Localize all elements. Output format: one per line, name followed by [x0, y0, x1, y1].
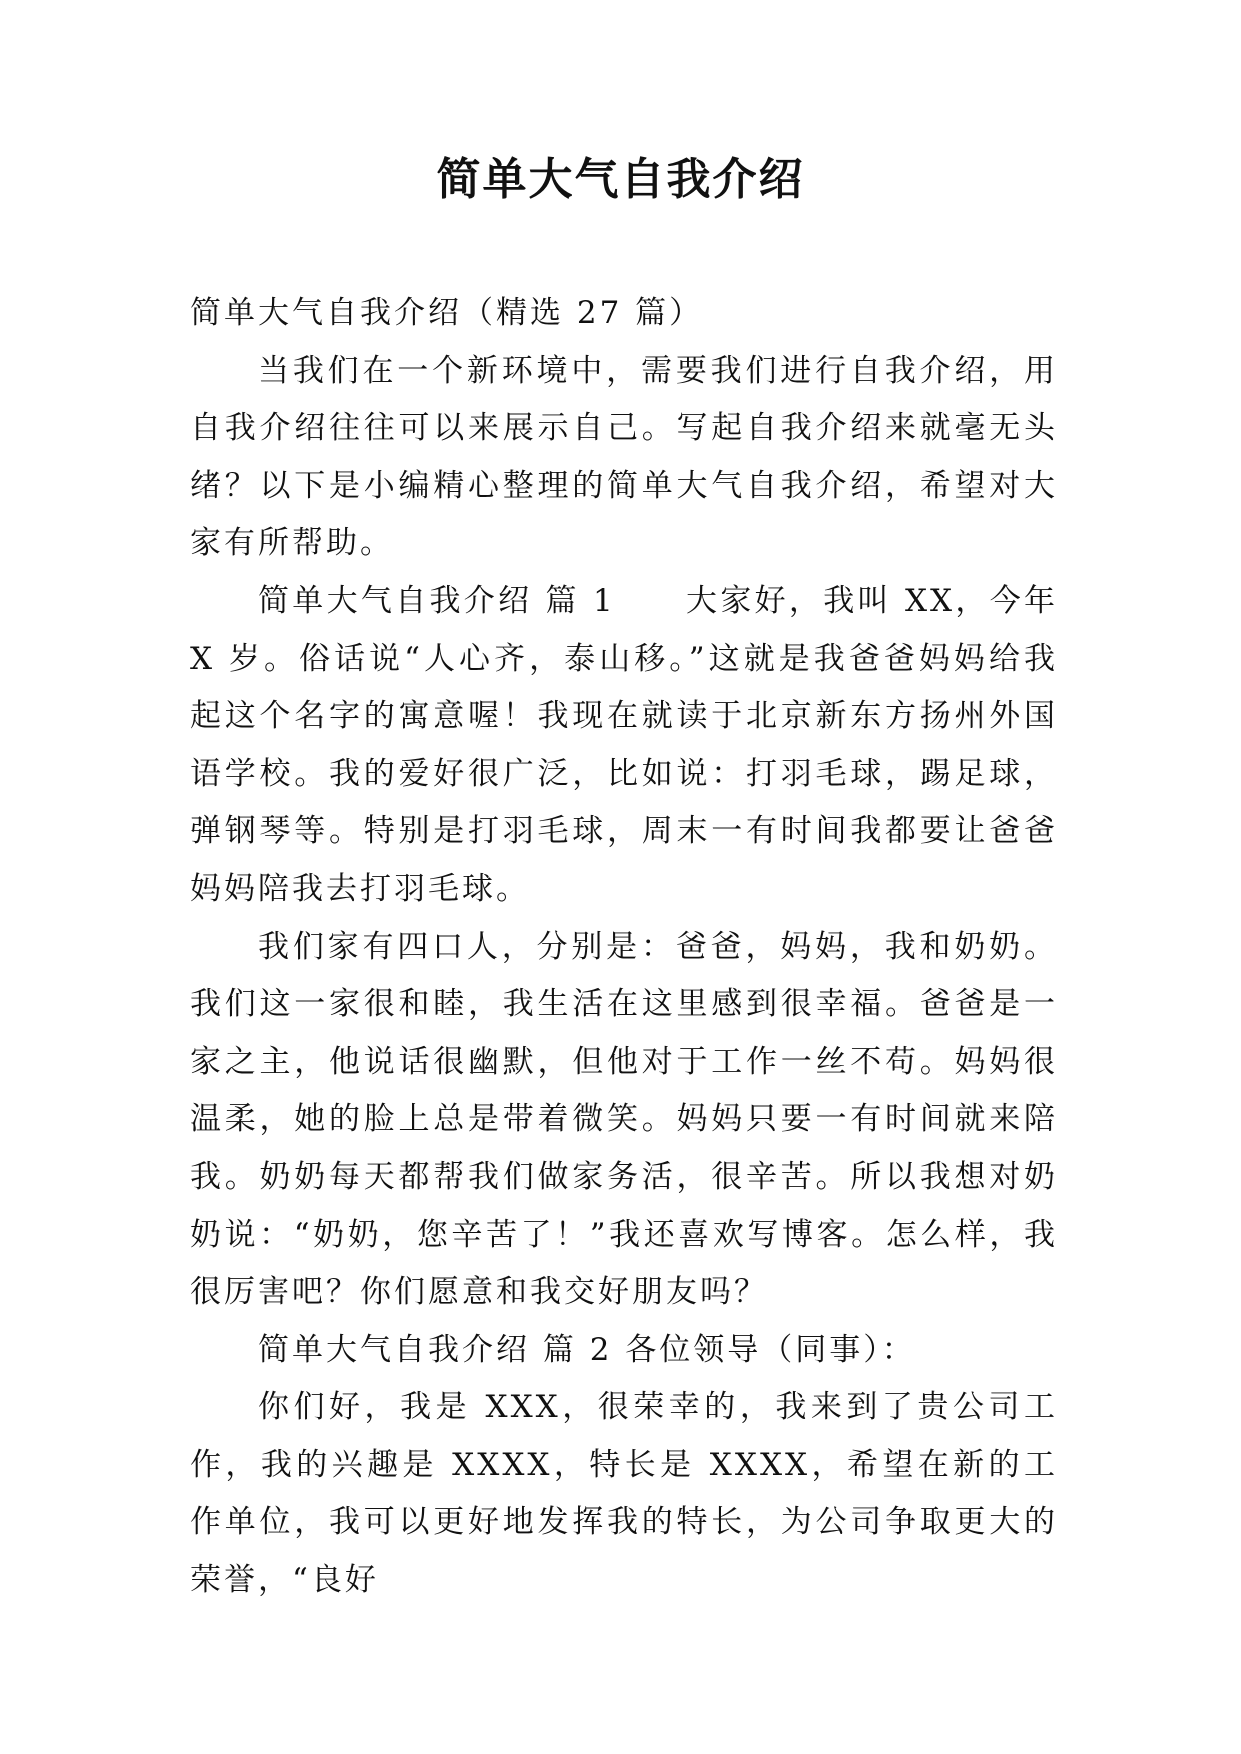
document-subtitle: 简单大气自我介绍（精选 27 篇） — [190, 295, 704, 331]
section-1-text: 大家好，我叫 XX，今年 X 岁。俗话说“人心齐，泰山移。”这就是我爸爸妈妈给我起这个名字的寓意喔！我现在就读于北京新东方扬州外国语学校。我的爱好很广泛，比如说：打羽毛球，踢足球，弹钢琴等。特别是打羽毛球，周末一有时间我都要让爸爸妈妈陪我去打羽毛球。 — [190, 582, 1058, 907]
section-1-heading: 简单大气自我介绍 篇 1 — [258, 582, 616, 619]
section-2-heading: 简单大气自我介绍 篇 2 各位领导（同事）： — [258, 1331, 916, 1368]
section-1-paragraph-2: 我们家有四口人，分别是：爸爸，妈妈，我和奶奶。我们这一家很和睦，我生活在这里感到很幸福。爸爸是一家之主，他说话很幽默，但他对于工作一丝不苟。妈妈很温柔，她的脸上总是带着微笑。妈妈只要一有时间就来陪我。奶奶每天都帮我们做家务活，很辛苦。所以我想对奶奶说：“奶奶，您辛苦了！”我还喜欢写博客。怎么样，我很厉害吧？你们愿意和我交好朋友吗？ — [190, 928, 1058, 1311]
section-1-paragraph — [190, 573, 1058, 919]
document-title: 简单大气自我介绍 — [436, 154, 805, 205]
document-body — [190, 285, 1058, 1610]
section-2-paragraph: 你们好，我是 XXX，很荣幸的，我来到了贵公司工作，我的兴趣是 XXXX，特长是 XXXX，希望在新的工作单位，我可以更好地发挥我的特长，为公司争取更大的荣誉，“良好 — [190, 1389, 1058, 1599]
intro-paragraph: 当我们在一个新环境中，需要我们进行自我介绍，用自我介绍往往可以来展示自己。写起自我介绍来就毫无头绪？以下是小编精心整理的简单大气自我介绍，希望对大家有所帮助。 — [190, 352, 1058, 562]
